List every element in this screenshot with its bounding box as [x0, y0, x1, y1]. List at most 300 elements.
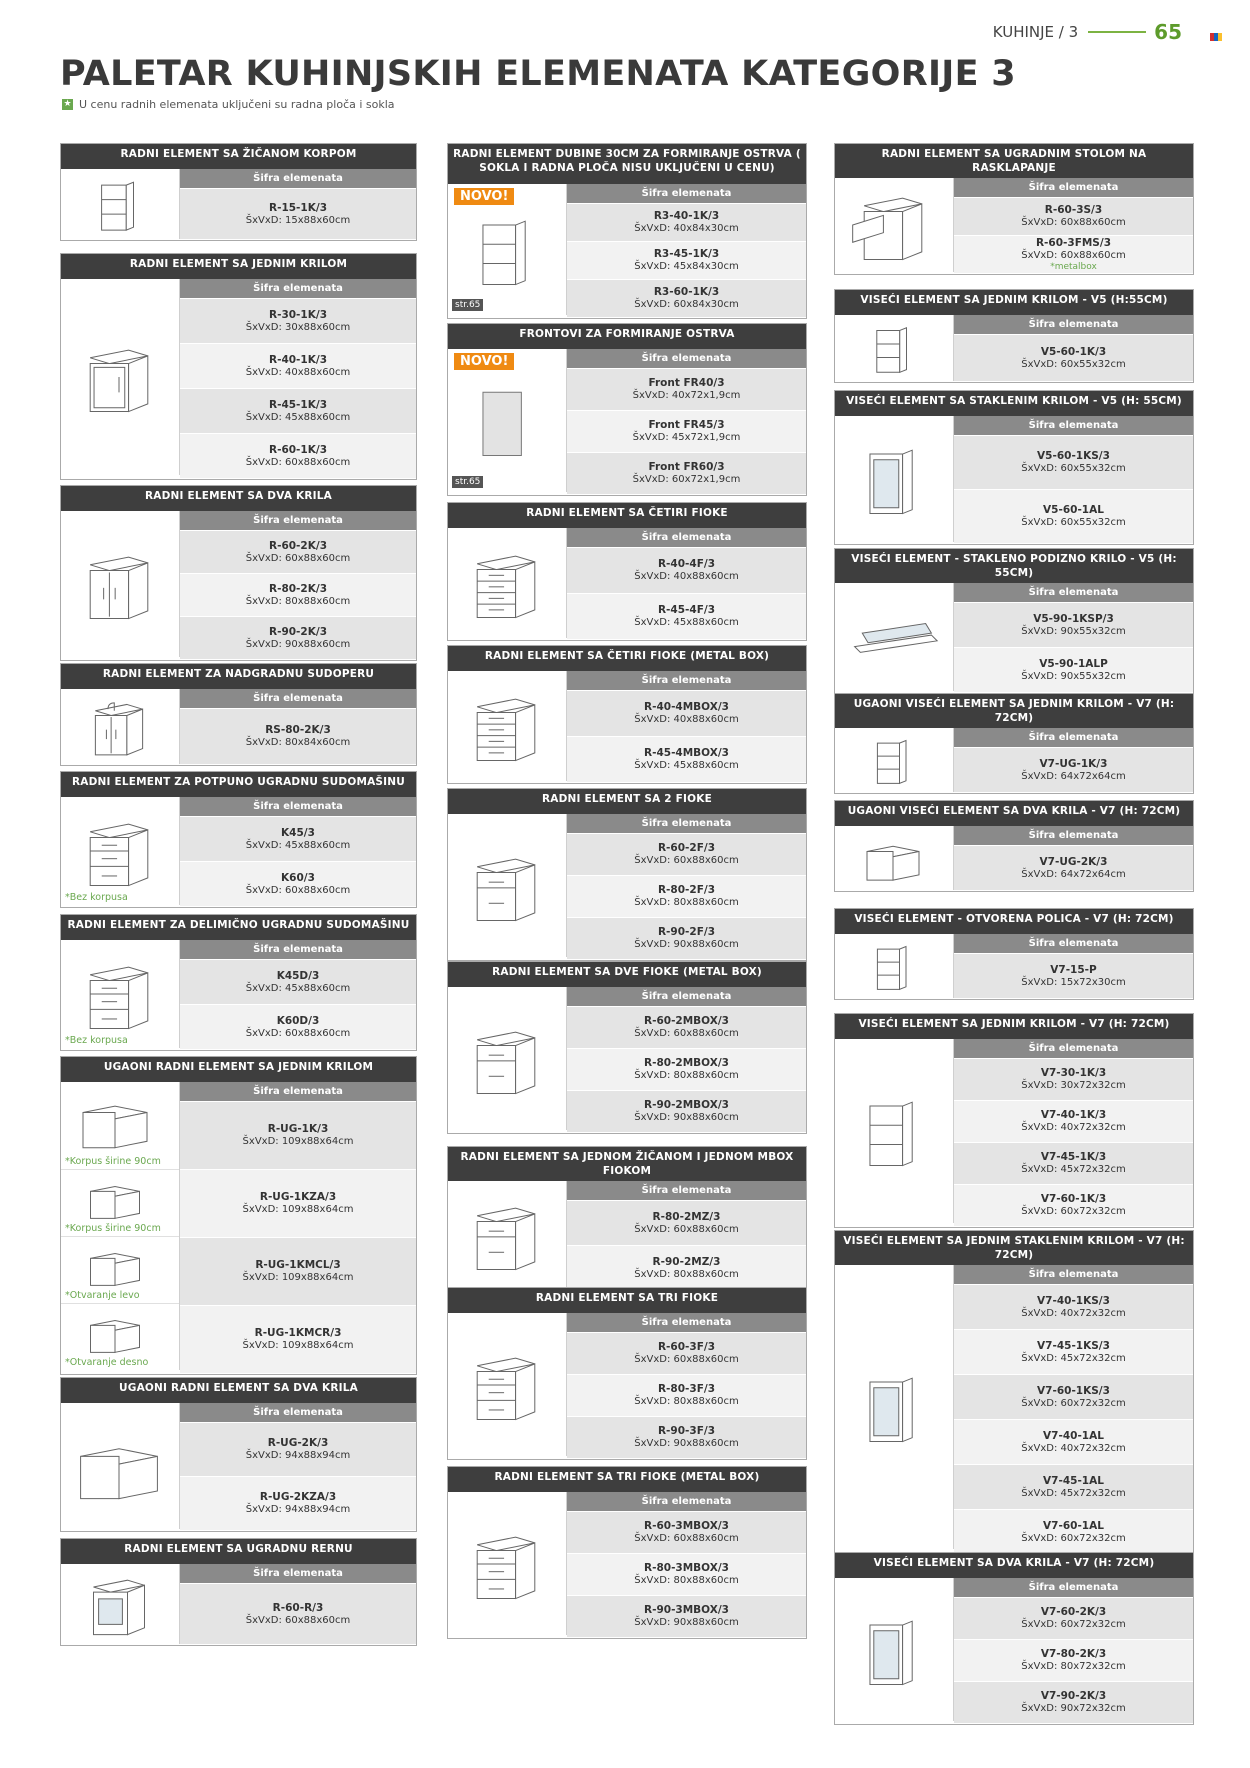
cabinet-icon — [458, 836, 554, 936]
card-body — [835, 1578, 1193, 1724]
code-row — [954, 1375, 1193, 1420]
element-code: R3-40-1K/3 — [653, 210, 720, 222]
code-header: Šifra elemenata — [180, 1082, 416, 1102]
code-list — [954, 583, 1193, 693]
code-list — [954, 315, 1193, 382]
catalog-card — [447, 143, 807, 319]
card-title: UGAONI VISEĆI ELEMENT SA DVA KRILA - V7 (H: 72CM) — [835, 801, 1193, 826]
product-image — [835, 728, 954, 792]
cabinet-icon — [75, 1173, 155, 1222]
variant-image — [61, 1082, 179, 1170]
code-row — [954, 648, 1193, 693]
card-title: VISEĆI ELEMENT SA DVA KRILA - V7 (H: 72CM) — [835, 1553, 1193, 1578]
catalog-card — [447, 1146, 807, 1292]
code-row — [180, 960, 416, 1005]
code-header: Šifra elemenata — [567, 1181, 806, 1201]
product-image — [61, 169, 180, 239]
card-body — [835, 826, 1193, 891]
cabinet-icon — [458, 1514, 554, 1614]
code-row — [567, 918, 806, 960]
product-image — [61, 689, 180, 764]
element-dimensions: ŠxVxD: 109x88x64cm — [242, 1340, 354, 1351]
card-title: VISEĆI ELEMENT SA JEDNIM KRILOM - V7 (H: 72CM) — [835, 1014, 1193, 1039]
element-code: R-60-2F/3 — [657, 842, 716, 854]
card-body — [835, 934, 1193, 999]
product-image — [835, 826, 954, 890]
card-title: RADNI ELEMENT SA JEDNIM KRILOM — [61, 254, 416, 279]
element-dimensions: ŠxVxD: 80x88x60cm — [634, 1070, 739, 1081]
catalog-card — [447, 323, 807, 496]
code-row — [180, 1423, 416, 1477]
cabinet-icon — [458, 1335, 554, 1435]
element-code: RS-80-2K/3 — [265, 724, 331, 736]
code-row — [954, 603, 1193, 648]
variant-note: *Otvaranje desno — [65, 1357, 149, 1368]
card-body — [448, 184, 806, 318]
code-header: Šifra elemenata — [180, 1564, 416, 1584]
element-dimensions: ŠxVxD: 90x55x32cm — [1021, 625, 1126, 637]
element-code: V7-UG-2K/3 — [1039, 855, 1108, 868]
code-header: Šifra elemenata — [180, 511, 416, 531]
card-title: RADNI ELEMENT SA DVE FIOKE (METAL BOX) — [448, 962, 806, 987]
element-code: R-45-4F/3 — [657, 604, 716, 616]
product-image — [61, 1082, 180, 1370]
novo-badge: NOVO! — [454, 353, 514, 370]
code-header: Šifra elemenata — [567, 528, 806, 548]
cabinet-icon — [71, 695, 167, 758]
element-dimensions: ŠxVxD: 109x88x64cm — [242, 1204, 354, 1215]
element-code: V7-45-1K/3 — [1040, 1151, 1107, 1163]
code-row — [180, 862, 416, 907]
code-row — [567, 1007, 806, 1049]
code-list — [567, 987, 806, 1133]
product-image — [835, 1578, 954, 1721]
card-title: RADNI ELEMENT SA JEDNOM ŽIČANOM I JEDNOM MBOX FIOKOM — [448, 1147, 806, 1181]
code-header: Šifra elemenata — [180, 797, 416, 817]
code-list — [180, 1564, 416, 1645]
code-row — [567, 1596, 806, 1638]
catalog-card — [60, 771, 417, 908]
code-header: Šifra elemenata — [954, 934, 1193, 954]
card-body — [835, 1039, 1193, 1227]
cabinet-icon — [458, 1009, 554, 1109]
code-row — [180, 1005, 416, 1050]
element-code: R-90-3F/3 — [657, 1425, 716, 1437]
card-title: RADNI ELEMENT ZA NADGRADNU SUDOPERU — [61, 664, 416, 689]
element-dimensions: ŠxVxD: 40x72x32cm — [1021, 1442, 1126, 1454]
element-dimensions: ŠxVxD: 60x55x32cm — [1021, 463, 1126, 474]
product-image — [448, 1181, 567, 1289]
code-row — [567, 876, 806, 918]
card-body — [61, 797, 416, 907]
element-code: V5-60-1K/3 — [1040, 345, 1107, 358]
element-dimensions: ŠxVxD: 90x55x32cm — [1021, 670, 1126, 682]
card-body — [835, 315, 1193, 382]
code-row — [954, 490, 1193, 544]
element-code: R-60-3FMS/3 — [1035, 236, 1112, 249]
element-code: R-80-2MBOX/3 — [644, 1057, 729, 1069]
element-code: V7-40-1K/3 — [1040, 1109, 1107, 1121]
page-subtitle — [62, 98, 395, 111]
code-header: Šifra elemenata — [954, 178, 1193, 198]
catalog-card — [834, 908, 1194, 1000]
product-image — [448, 184, 567, 315]
code-row — [954, 335, 1193, 382]
element-code: R-UG-2KZA/3 — [259, 1491, 337, 1503]
element-dimensions: ŠxVxD: 60x88x60cm — [1021, 217, 1126, 228]
product-image — [448, 671, 567, 781]
element-code: R-60-2K/3 — [269, 539, 327, 552]
element-dimensions: ŠxVxD: 64x72x64cm — [1021, 770, 1126, 782]
product-image — [61, 511, 180, 657]
element-code: R-60-3MBOX/3 — [644, 1520, 729, 1532]
code-row — [567, 369, 806, 411]
catalog-card — [447, 645, 807, 784]
element-code: V5-90-1ALP — [1039, 657, 1108, 670]
variant-image — [61, 1303, 179, 1370]
cabinet-icon — [845, 589, 941, 685]
product-image — [835, 934, 954, 998]
element-code: R-90-2K/3 — [269, 625, 327, 638]
card-title: RADNI ELEMENT SA TRI FIOKE — [448, 1288, 806, 1313]
element-code: R-60-3F/3 — [657, 1341, 716, 1353]
product-image — [835, 178, 954, 272]
element-dimensions: ŠxVxD: 40x72x1,9cm — [632, 390, 741, 401]
catalog-card — [60, 143, 417, 241]
card-title: VISEĆI ELEMENT - STAKLENO PODIZNO KRILO - V5 (H: 55CM) — [835, 549, 1193, 583]
cabinet-icon — [845, 429, 941, 529]
code-row — [954, 1598, 1193, 1640]
code-header: Šifra elemenata — [567, 814, 806, 834]
element-code: R-UG-1K/3 — [267, 1123, 329, 1135]
code-row — [180, 344, 416, 389]
section-label: KUHINJE / 3 — [992, 23, 1079, 41]
element-code: R-30-1K/3 — [269, 308, 327, 321]
code-header: Šifra elemenata — [954, 826, 1193, 846]
variant-image — [61, 1236, 179, 1304]
code-row — [567, 280, 806, 318]
code-header: Šifra elemenata — [954, 1578, 1193, 1598]
card-body — [61, 511, 416, 660]
element-dimensions: ŠxVxD: 109x88x64cm — [242, 1136, 354, 1147]
cabinet-icon — [71, 327, 167, 427]
element-code: R-60-1K/3 — [269, 443, 327, 456]
product-image — [61, 940, 180, 1048]
element-code: V7-30-1K/3 — [1040, 1067, 1107, 1079]
code-list — [180, 169, 416, 240]
element-code: V7-15-P — [1050, 963, 1097, 976]
code-row — [180, 574, 416, 617]
element-code: R-90-2F/3 — [657, 926, 716, 938]
catalog-card — [834, 693, 1194, 794]
code-list — [954, 934, 1193, 999]
element-code: R-UG-1KMCR/3 — [254, 1327, 342, 1339]
card-body — [835, 583, 1193, 693]
catalog-card — [60, 485, 417, 661]
product-image — [448, 349, 567, 492]
element-dimensions: ŠxVxD: 80x88x60cm — [634, 1396, 739, 1407]
card-title: RADNI ELEMENT SA DVA KRILA — [61, 486, 416, 511]
element-dimensions: ŠxVxD: 60x88x60cm — [245, 884, 351, 896]
code-row — [567, 204, 806, 242]
element-code: R-UG-1KMCL/3 — [255, 1259, 341, 1271]
code-row — [567, 1512, 806, 1554]
code-header: Šifra elemenata — [954, 416, 1193, 436]
code-header: Šifra elemenata — [180, 169, 416, 189]
element-dimensions: ŠxVxD: 60x88x60cm — [634, 1028, 739, 1039]
element-dimensions: ŠxVxD: 60x55x32cm — [1021, 517, 1126, 528]
element-code: R-60-3S/3 — [1044, 204, 1103, 216]
code-header: Šifra elemenata — [180, 940, 416, 960]
cabinet-icon — [458, 534, 554, 632]
element-code: V7-60-1K/3 — [1040, 1193, 1107, 1205]
element-code: V7-45-1AL — [1043, 1474, 1104, 1487]
card-body — [61, 169, 416, 240]
catalog-card — [60, 914, 417, 1051]
cabinet-icon — [75, 1307, 155, 1356]
cabinet-icon — [845, 184, 941, 266]
code-row — [567, 242, 806, 280]
cabinet-icon — [71, 175, 167, 233]
element-dimensions: ŠxVxD: 60x72x32cm — [1021, 1397, 1126, 1409]
element-code: R-80-2K/3 — [269, 582, 327, 595]
card-body — [448, 528, 806, 640]
card-body — [61, 689, 416, 765]
code-header: Šifra elemenata — [567, 1313, 806, 1333]
element-dimensions: ŠxVxD: 80x72x32cm — [1021, 1661, 1126, 1672]
code-list — [954, 178, 1193, 274]
catalog-card — [60, 663, 417, 766]
element-dimensions: ŠxVxD: 94x88x94cm — [245, 1450, 351, 1461]
element-code: V5-90-1KSP/3 — [1033, 612, 1114, 625]
code-row — [954, 1465, 1193, 1510]
card-title: RADNI ELEMENT SA ŽIČANOM KORPOM — [61, 144, 416, 169]
element-dimensions: ŠxVxD: 60x55x32cm — [1021, 358, 1126, 370]
catalog-card — [60, 253, 417, 480]
element-code: K45D/3 — [276, 969, 320, 982]
code-row — [180, 1102, 416, 1170]
variant-note: *Otvaranje levo — [65, 1290, 140, 1301]
card-body — [835, 178, 1193, 274]
element-dimensions: ŠxVxD: 45x88x60cm — [245, 839, 351, 851]
code-row — [954, 1682, 1193, 1724]
element-dimensions: ŠxVxD: 60x84x30cm — [634, 299, 739, 310]
code-row — [567, 1201, 806, 1246]
card-title: FRONTOVI ZA FORMIRANJE OSTRVA — [448, 324, 806, 349]
element-code: R-90-2MZ/3 — [652, 1255, 721, 1268]
element-dimensions: ŠxVxD: 60x88x60cm — [245, 456, 351, 468]
element-dimensions: ŠxVxD: 60x88x60cm — [634, 1223, 739, 1235]
card-body — [448, 814, 806, 960]
code-list — [954, 728, 1193, 793]
cabinet-icon — [458, 200, 554, 300]
code-row — [180, 434, 416, 479]
element-code: R-60-R/3 — [272, 1601, 324, 1614]
element-dimensions: ŠxVxD: 60x72x32cm — [1021, 1619, 1126, 1630]
catalog-card — [834, 143, 1194, 275]
element-dimensions: ŠxVxD: 109x88x64cm — [242, 1272, 354, 1283]
code-row — [180, 817, 416, 862]
cabinet-icon — [845, 1600, 941, 1700]
code-row — [954, 1640, 1193, 1682]
card-title: UGAONI VISEĆI ELEMENT SA JEDNIM KRILOM - V7 (H: 72CM) — [835, 694, 1193, 728]
card-body — [835, 416, 1193, 544]
code-row — [954, 846, 1193, 891]
element-code: K45/3 — [281, 826, 315, 839]
cabinet-icon — [75, 1086, 155, 1155]
code-row — [954, 1185, 1193, 1227]
element-code: R-80-3F/3 — [657, 1383, 716, 1395]
code-row — [954, 1101, 1193, 1143]
element-code: V7-40-1KS/3 — [1037, 1294, 1110, 1307]
code-list — [180, 279, 416, 479]
code-header: Šifra elemenata — [567, 184, 806, 204]
element-dimensions: ŠxVxD: 60x88x60cm — [634, 1533, 739, 1544]
variant-note: *Korpus širine 90cm — [65, 1223, 161, 1234]
card-title: RADNI ELEMENT SA ČETIRI FIOKE (METAL BOX) — [448, 646, 806, 671]
variant-note: *Korpus širine 90cm — [65, 1156, 161, 1167]
code-row — [567, 1417, 806, 1459]
element-code: R-80-2MZ/3 — [652, 1210, 721, 1223]
element-dimensions: ŠxVxD: 94x88x94cm — [245, 1504, 351, 1515]
element-code: Front FR45/3 — [648, 419, 725, 431]
code-header: Šifra elemenata — [567, 1492, 806, 1512]
element-dimensions: ŠxVxD: 45x88x60cm — [634, 760, 739, 771]
element-code: V7-45-1KS/3 — [1037, 1339, 1110, 1352]
card-title: RADNI ELEMENT SA TRI FIOKE (METAL BOX) — [448, 1467, 806, 1492]
catalog-card — [447, 961, 807, 1134]
element-code: R-90-2MBOX/3 — [644, 1099, 729, 1111]
header-divider — [1088, 31, 1146, 33]
code-list — [954, 826, 1193, 891]
code-header: Šifra elemenata — [954, 728, 1193, 748]
code-header: Šifra elemenata — [180, 689, 416, 709]
code-row — [180, 1306, 416, 1374]
code-row — [180, 617, 416, 660]
card-note: *Bez korpusa — [65, 1035, 128, 1046]
product-image — [835, 315, 954, 381]
cabinet-icon — [71, 946, 167, 1042]
element-code: R3-45-1K/3 — [653, 248, 720, 260]
element-dimensions: ŠxVxD: 45x88x60cm — [634, 617, 739, 628]
element-code: V7-60-1KS/3 — [1037, 1384, 1110, 1397]
element-code: Front FR40/3 — [648, 377, 725, 389]
element-dimensions: ŠxVxD: 60x88x60cm — [634, 855, 739, 866]
code-row — [954, 1510, 1193, 1555]
element-dimensions: ŠxVxD: 90x88x60cm — [634, 1617, 739, 1628]
card-body — [448, 987, 806, 1133]
catalog-card — [834, 800, 1194, 892]
cabinet-icon — [71, 1416, 167, 1516]
code-row — [180, 1477, 416, 1531]
product-image — [835, 583, 954, 691]
element-dimensions: ŠxVxD: 40x88x60cm — [634, 714, 739, 725]
card-title: UGAONI RADNI ELEMENT SA JEDNIM KRILOM — [61, 1057, 416, 1082]
element-code: V7-90-2K/3 — [1040, 1690, 1107, 1702]
code-row — [180, 189, 416, 240]
catalog-card — [834, 548, 1194, 694]
card-title: VISEĆI ELEMENT SA JEDNIM STAKLENIM KRILOM - V7 (H: 72CM) — [835, 1231, 1193, 1265]
card-title: RADNI ELEMENT DUBINE 30CM ZA FORMIRANJE OSTRVA ( SOKLA I RADNA PLOČA NISU UKLJUČENI U CENU) — [448, 144, 806, 184]
element-code: K60D/3 — [276, 1014, 320, 1027]
variant-image — [61, 1169, 179, 1237]
element-code: R-UG-1KZA/3 — [259, 1191, 337, 1203]
element-dimensions: ŠxVxD: 45x72x32cm — [1021, 1487, 1126, 1499]
code-row — [954, 198, 1193, 236]
code-list — [180, 689, 416, 765]
code-row — [180, 299, 416, 344]
product-image — [448, 987, 567, 1130]
code-list — [180, 1403, 416, 1531]
catalog-card — [60, 1377, 417, 1532]
code-row — [180, 389, 416, 434]
code-row — [954, 1420, 1193, 1465]
element-dimensions: ŠxVxD: 30x72x32cm — [1021, 1080, 1126, 1091]
element-code: V5-60-1KS/3 — [1037, 450, 1110, 462]
code-list — [180, 1082, 416, 1374]
page-title: PALETAR KUHINJSKIH ELEMENATA KATEGORIJE 3 — [60, 54, 1016, 94]
code-row — [567, 737, 806, 783]
card-body — [448, 1181, 806, 1291]
product-image — [61, 279, 180, 475]
card-title: RADNI ELEMENT SA UGRADNIM STOLOM NA RASKLAPANJE — [835, 144, 1193, 178]
element-dimensions: ŠxVxD: 64x72x64cm — [1021, 868, 1126, 880]
page-header — [993, 20, 1182, 44]
code-row — [567, 548, 806, 594]
cabinet-icon — [845, 832, 941, 884]
catalog-card — [60, 1538, 417, 1646]
product-image — [835, 416, 954, 542]
code-list — [567, 528, 806, 640]
element-code: R-40-4F/3 — [657, 558, 716, 570]
element-dimensions: ŠxVxD: 15x88x60cm — [245, 214, 351, 226]
element-dimensions: ŠxVxD: 40x72x32cm — [1021, 1307, 1126, 1319]
card-title: RADNI ELEMENT SA 2 FIOKE — [448, 789, 806, 814]
card-title: UGAONI RADNI ELEMENT SA DVA KRILA — [61, 1378, 416, 1403]
element-code: Front FR60/3 — [648, 461, 725, 473]
card-title: VISEĆI ELEMENT SA STAKLENIM KRILOM - V5 (H: 55CM) — [835, 391, 1193, 416]
element-dimensions: ŠxVxD: 60x72x32cm — [1021, 1206, 1126, 1217]
catalog-card — [447, 788, 807, 961]
code-row — [180, 1170, 416, 1238]
cabinet-icon — [458, 371, 554, 471]
card-title: VISEĆI ELEMENT - OTVORENA POLICA - V7 (H: 72CM) — [835, 909, 1193, 934]
product-image — [835, 1265, 954, 1549]
element-dimensions: ŠxVxD: 80x88x60cm — [634, 897, 739, 908]
element-dimensions: ŠxVxD: 30x88x60cm — [245, 321, 351, 333]
card-body — [448, 671, 806, 783]
element-code: R-UG-2K/3 — [267, 1437, 329, 1449]
cabinet-icon — [71, 1570, 167, 1638]
product-image — [448, 1313, 567, 1456]
code-row — [567, 1246, 806, 1291]
card-body — [61, 279, 416, 479]
card-body — [835, 728, 1193, 793]
cabinet-icon — [458, 1187, 554, 1283]
cabinet-icon — [845, 734, 941, 786]
element-dimensions: ŠxVxD: 45x84x30cm — [634, 261, 739, 272]
card-note: *Bez korpusa — [65, 892, 128, 903]
element-dimensions: ŠxVxD: 80x88x60cm — [245, 595, 351, 607]
element-dimensions: ŠxVxD: 45x88x60cm — [245, 982, 351, 994]
catalog-card — [834, 1552, 1194, 1725]
code-row — [954, 748, 1193, 793]
product-image — [448, 1492, 567, 1635]
code-header: Šifra elemenata — [954, 1265, 1193, 1285]
card-body — [61, 1082, 416, 1374]
element-dimensions: ŠxVxD: 90x88x60cm — [634, 1112, 739, 1123]
card-body — [61, 1564, 416, 1645]
